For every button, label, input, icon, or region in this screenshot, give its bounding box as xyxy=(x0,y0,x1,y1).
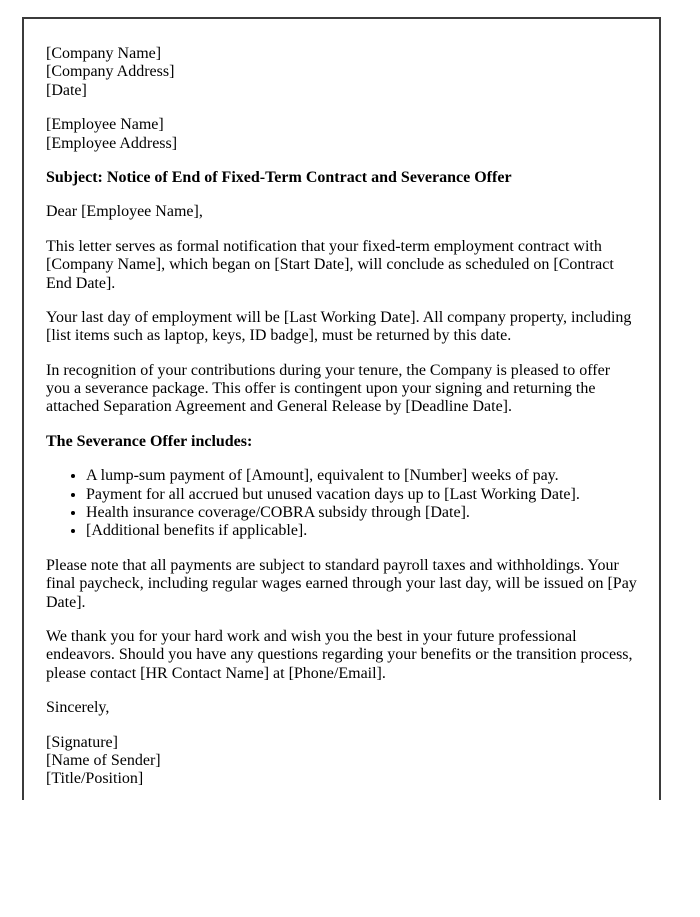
severance-offer-list xyxy=(46,467,637,541)
sender-title-line: [Title/Position] xyxy=(46,770,144,788)
salutation: Dear [Employee Name], xyxy=(46,203,203,221)
severance-bullet-additional: • [Additional benefits if applicable]. xyxy=(86,522,637,540)
severance-bullet-health: • Health insurance coverage/COBRA subsidy through [Date]. xyxy=(86,504,637,522)
paragraph-payroll: Please note that all payments are subject to standard payroll taxes and withholdings. Your final paycheck, including regular wages earned through your last day, will be issued on [Pay Date]. xyxy=(46,556,637,611)
signoff: Sincerely, xyxy=(46,699,110,717)
recipient-name-line: [Employee Name] xyxy=(46,116,164,134)
sender-company-line: [Company Name] xyxy=(46,45,162,62)
paragraph-thanks: We thank you for your hard work and wish you the best in your future professional endeavors. Should you have any questions regarding your benefits or the transition process, please contact [HR Contact Name] at [Phone/Email]. xyxy=(46,627,633,682)
letter-page-frame xyxy=(22,17,661,800)
recipient-block xyxy=(46,116,637,153)
signature-line: [Signature] xyxy=(46,733,118,751)
sender-name-line: [Name of Sender] xyxy=(46,751,161,769)
sender-block xyxy=(46,45,637,100)
recipient-address-line: [Employee Address] xyxy=(46,134,178,152)
severance-bullet-lump-sum: • A lump-sum payment of [Amount], equivalent to [Number] weeks of pay. xyxy=(86,467,637,485)
severance-offer-heading: The Severance Offer includes: xyxy=(46,432,253,450)
paragraph-recognition: In recognition of your contributions during your tenure, the Company is pleased to offer you a severance package. This offer is contingent upon your signing and returning the attached Separation Agreement and General Release by [Deadline Date]. xyxy=(46,361,611,416)
letter-date-line: [Date] xyxy=(46,81,87,99)
signature-block xyxy=(46,734,637,789)
paragraph-notification: This letter serves as formal notification that your fixed-term employment contract with [Company Name], which began on [Start Date], will conclude as scheduled on [Contract End Date]. xyxy=(46,237,614,292)
paragraph-last-day: Your last day of employment will be [Last Working Date]. All company property, including [list items such as laptop, keys, ID badge], must be returned by this date. xyxy=(46,308,632,345)
subject-line: Subject: Notice of End of Fixed-Term Contract and Severance Offer xyxy=(46,168,512,186)
sender-address-line: [Company Address] xyxy=(46,63,175,81)
severance-bullet-vacation: • Payment for all accrued but unused vacation days up to [Last Working Date]. xyxy=(86,486,637,504)
